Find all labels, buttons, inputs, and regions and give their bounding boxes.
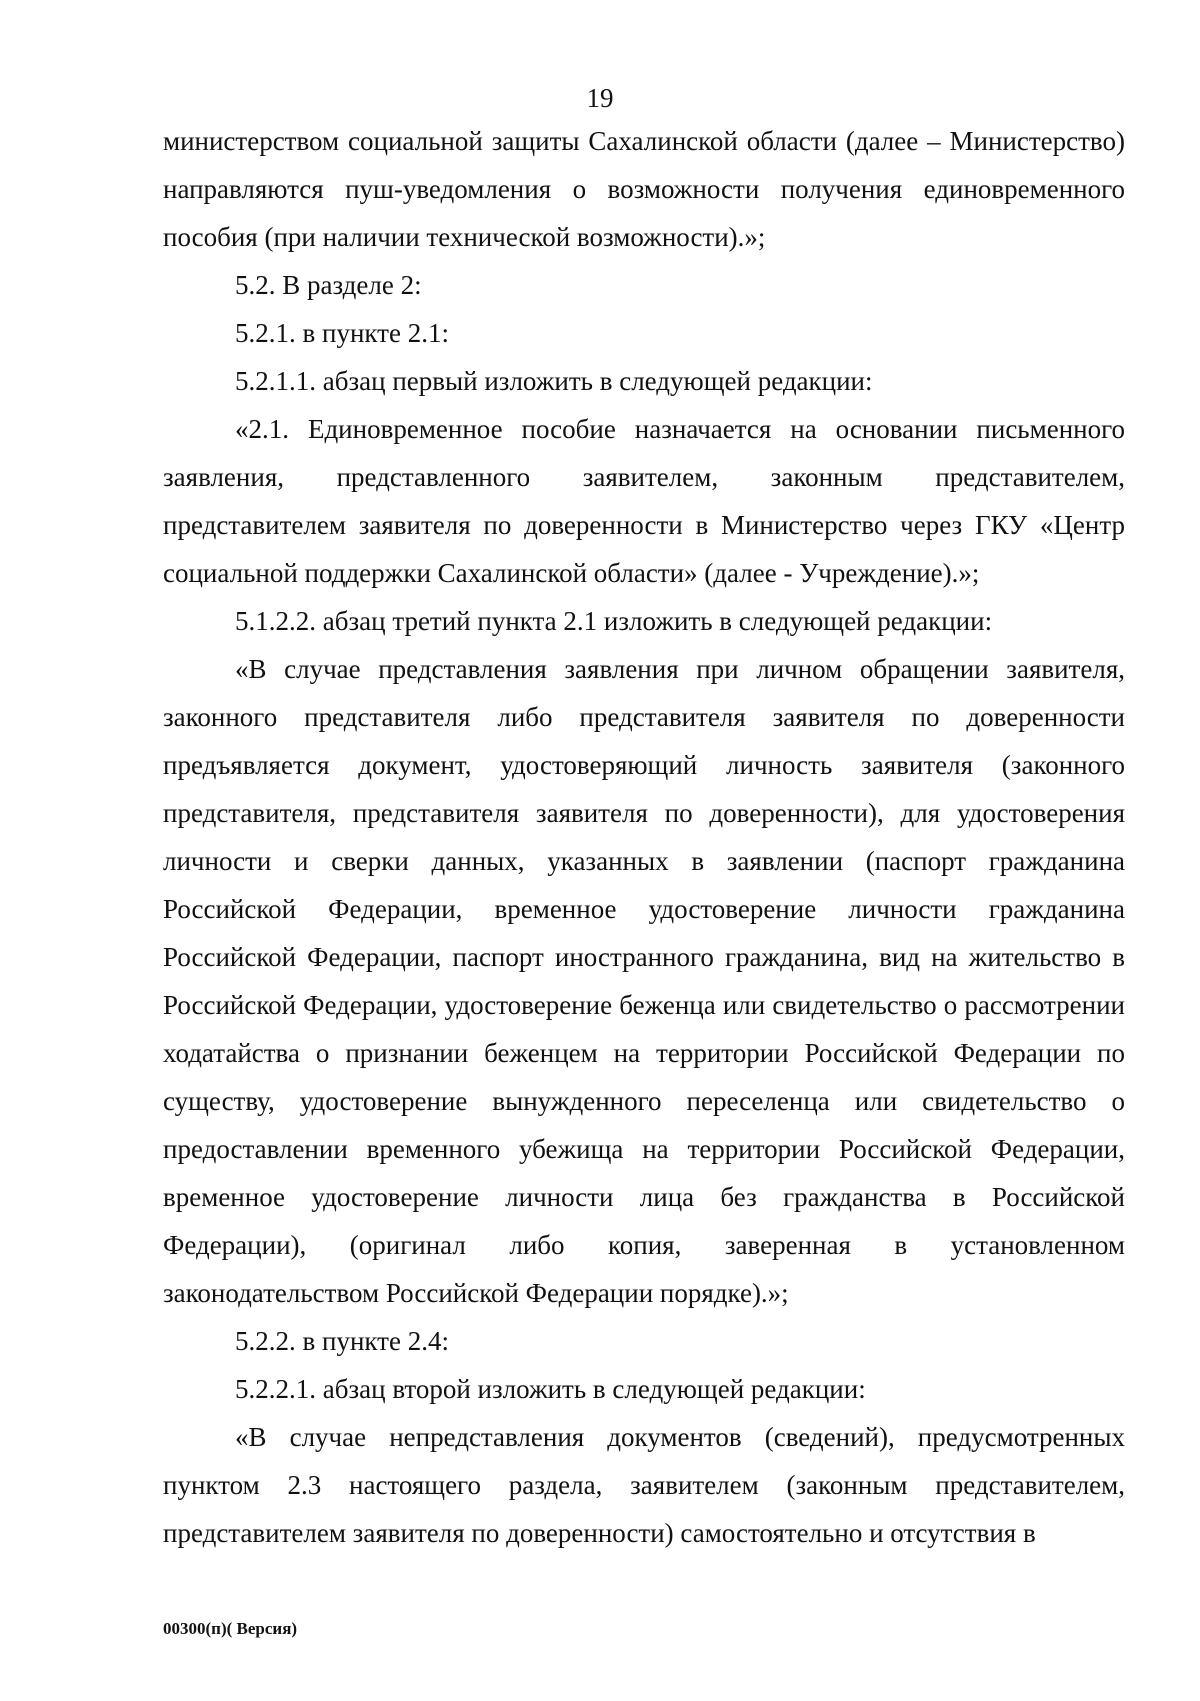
paragraph: «2.1. Единовременное пособие назначается на основании письменного заявления, представленного заявителем, законным представителем, представителем заявителя по доверенности в Министерство через ГКУ «Центр социальной поддержки Сахалинской области» (далее - Учреждение).»; — [163, 414, 1125, 588]
document-footer-code: 00300(п)( Версия) — [163, 1619, 298, 1638]
paragraph: «В случае представления заявления при личном обращении заявителя, законного представителя либо представителя заявителя по доверенности предъявляется документ, удостоверяющий личность заявителя (законного представителя, представителя заявителя по доверенности), для удостоверения личности и сверки данных, указанных в заявлении (паспорт гражданина Российской Федерации, временное удостоверение личности гражданина Российской Федерации, паспорт иностранного гражданина, вид на жительство в Российской Федерации, удостоверение беженца или свидетельство о рассмотрении ходатайства о признании беженцем на территории Российской Федерации по существу, удостоверение вынужденного переселенца или свидетельство о предоставлении временного убежища на территории Российской Федерации, временное удостоверение личности лица без гражданства в Российской Федерации), (оригинал либо копия, заверенная в установленном законодательством Российской Федерации порядке).»; — [163, 654, 1125, 1308]
page-number: 19 — [586, 83, 614, 113]
paragraph: 5.2.2. в пункте 2.4: — [235, 1326, 449, 1356]
document-body — [163, 117, 1125, 1557]
paragraph: 5.2.1. в пункте 2.1: — [235, 318, 449, 348]
paragraph: 5.2.2.1. абзац второй изложить в следующей редакции: — [235, 1374, 866, 1404]
paragraph: 5.2. В разделе 2: — [235, 270, 422, 300]
paragraph: «В случае непредставления документов (сведений), предусмотренных пунктом 2.3 настоящего раздела, заявителем (законным представителем, представителем заявителя по доверенности) самостоятельно и отсутствия в — [163, 1422, 1125, 1548]
paragraph: 5.2.1.1. абзац первый изложить в следующей редакции: — [235, 366, 873, 396]
paragraph: 5.1.2.2. абзац третий пункта 2.1 изложить в следующей редакции: — [235, 606, 993, 636]
paragraph: министерством социальной защиты Сахалинской области (далее – Министерство) направляются пуш-уведомления о возможности получения единовременного пособия (при наличии технической возможности).»; — [163, 126, 1125, 252]
